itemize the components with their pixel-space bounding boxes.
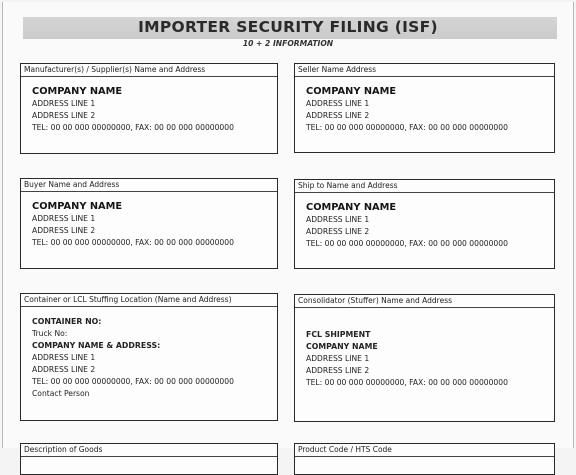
container-number: CONTAINER NO: <box>32 317 102 326</box>
document-title: IMPORTER SECURITY FILING (ISF) <box>138 18 438 36</box>
buyer-company: COMPANY NAME <box>32 201 123 212</box>
ship-to-company: COMPANY NAME <box>306 202 397 213</box>
description-label: Description of Goods <box>21 444 277 457</box>
seller-tel-fax: TEL: 00 00 000 00000000, FAX: 00 00 000 00000000 <box>306 123 508 132</box>
manufacturer-address-1: ADDRESS LINE 1 <box>32 99 96 108</box>
manufacturer-company: COMPANY NAME <box>32 86 123 97</box>
consolidator-box <box>294 294 555 422</box>
container-address-2: ADDRESS LINE 2 <box>32 365 96 374</box>
manufacturer-tel-fax: TEL: 00 00 000 00000000, FAX: 00 00 000 00000000 <box>32 123 234 132</box>
fcl-shipment: FCL SHIPMENT <box>306 330 371 339</box>
container-company-address: COMPANY NAME & ADDRESS: <box>32 341 161 350</box>
consolidator-tel-fax: TEL: 00 00 000 00000000, FAX: 00 00 000 00000000 <box>306 378 508 387</box>
container-address-1: ADDRESS LINE 1 <box>32 353 96 362</box>
ship-to-address-2: ADDRESS LINE 2 <box>306 227 370 236</box>
seller-label: Seller Name Address <box>295 64 554 77</box>
buyer-tel-fax: TEL: 00 00 000 00000000, FAX: 00 00 000 00000000 <box>32 238 234 247</box>
container-tel-fax: TEL: 00 00 000 00000000, FAX: 00 00 000 00000000 <box>32 377 234 386</box>
consolidator-company: COMPANY NAME <box>306 342 378 351</box>
seller-address-1: ADDRESS LINE 1 <box>306 99 370 108</box>
seller-address-2: ADDRESS LINE 2 <box>306 111 370 120</box>
container-box <box>20 293 278 421</box>
seller-company: COMPANY NAME <box>306 86 397 97</box>
ship-to-box <box>294 179 555 269</box>
buyer-address-1: ADDRESS LINE 1 <box>32 214 96 223</box>
manufacturer-address-2: ADDRESS LINE 2 <box>32 111 96 120</box>
product-code-label: Product Code / HTS Code <box>295 444 554 457</box>
buyer-box <box>20 178 278 269</box>
ship-to-address-1: ADDRESS LINE 1 <box>306 215 370 224</box>
manufacturer-box <box>20 63 278 154</box>
document-subtitle: 10 + 2 INFORMATION <box>242 39 334 48</box>
manufacturer-label: Manufacturer(s) / Supplier(s) Name and Address <box>21 64 277 77</box>
container-label: Container or LCL Stuffing Location (Name and Address) <box>21 294 277 307</box>
consolidator-address-2: ADDRESS LINE 2 <box>306 366 370 375</box>
buyer-address-2: ADDRESS LINE 2 <box>32 226 96 235</box>
container-contact-person: Contact Person <box>32 389 90 398</box>
ship-to-label: Ship to Name and Address <box>295 180 554 193</box>
ship-to-tel-fax: TEL: 00 00 000 00000000, FAX: 00 00 000 00000000 <box>306 239 508 248</box>
consolidator-label: Consolidator (Stuffer) Name and Address <box>295 295 554 308</box>
seller-box <box>294 63 555 153</box>
truck-number: Truck No: <box>32 329 68 338</box>
description-box <box>20 443 278 475</box>
product-code-box <box>294 443 555 475</box>
consolidator-address-1: ADDRESS LINE 1 <box>306 354 370 363</box>
buyer-label: Buyer Name and Address <box>21 179 277 192</box>
